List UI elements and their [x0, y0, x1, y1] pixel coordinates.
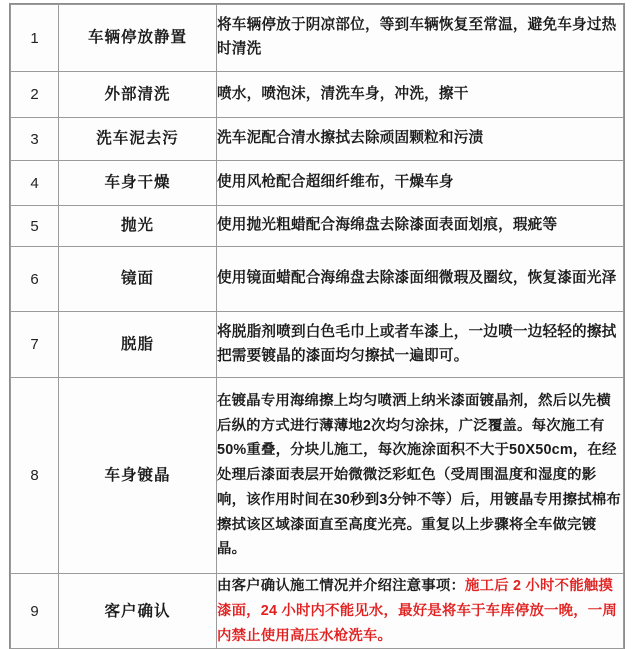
- row-detail: 喷水，喷泡沫，清洗车身，冲洗，擦干: [217, 72, 624, 118]
- row-index: 2: [11, 72, 59, 118]
- table-row: [11, 378, 624, 574]
- table-row: [11, 247, 624, 312]
- table-row: [11, 118, 624, 161]
- procedure-table: [10, 4, 624, 649]
- row-detail: 使用风枪配合超细纤维布，干燥车身: [217, 161, 624, 206]
- row-detail: 使用镜面蜡配合海绵盘去除漆面细微瑕及圈纹，恢复漆面光泽: [217, 247, 624, 312]
- row-step-name: 洗车泥去污: [59, 118, 217, 161]
- row-detail: 将脱脂剂喷到白色毛巾上或者车漆上，一边喷一边轻轻的擦拭把需要镀晶的漆面均匀擦拭一遍即可。: [217, 312, 624, 378]
- row-detail: [217, 574, 624, 649]
- row-step-name: 车身干燥: [59, 161, 217, 206]
- row-index: 5: [11, 206, 59, 247]
- row-step-name: 车身镀晶: [59, 378, 217, 574]
- row-index: 4: [11, 161, 59, 206]
- row-index: 7: [11, 312, 59, 378]
- table-row: [11, 72, 624, 118]
- row-index: 3: [11, 118, 59, 161]
- table-row: [11, 161, 624, 206]
- row-step-name: 脱脂: [59, 312, 217, 378]
- row-detail: 使用抛光粗蜡配合海绵盘去除漆面表面划痕，瑕疵等: [217, 206, 624, 247]
- row-index: 8: [11, 378, 59, 574]
- table-row: [11, 5, 624, 72]
- row-step-name: 抛光: [59, 206, 217, 247]
- row-index: 1: [11, 5, 59, 72]
- row-step-name: 车辆停放静置: [59, 5, 217, 72]
- table-row: [11, 312, 624, 378]
- table-row: [11, 574, 624, 649]
- row-step-name: 客户确认: [59, 574, 217, 649]
- row-detail-normal: 由客户确认施工情况并介绍注意事项：: [217, 578, 466, 594]
- row-detail: 洗车泥配合清水擦拭去除顽固颗粒和污渍: [217, 118, 624, 161]
- row-detail: 将车辆停放于阴凉部位，等到车辆恢复至常温，避免车身过热时清洗: [217, 5, 624, 72]
- row-detail: 在镀晶专用海绵擦上均匀喷洒上纳米漆面镀晶剂，然后以先横后纵的方式进行薄薄地2次均匀涂抹，广泛覆盖。每次施工有50%重叠，分块儿施工，每次施涂面积不大于50X50cm，在经处理后漆面表层开始微微泛彩虹色（受周围温度和湿度的影响，该作用时间在30秒到3分钟不等）后，用镀晶专用擦拭棉布擦拭该区域漆面直至高度光亮。重复以上步骤将全车做完镀晶。: [217, 378, 624, 574]
- table-row: [11, 206, 624, 247]
- row-step-name: 外部清洗: [59, 72, 217, 118]
- row-detail-warning: 施工后 2 小时不能触摸漆面，24 小时内不能见水，最好是将车于车库停放一晚，一周内禁止使用高压水枪洗车。: [217, 578, 617, 644]
- table-body: [11, 5, 624, 649]
- row-step-name: 镜面: [59, 247, 217, 312]
- row-index: 6: [11, 247, 59, 312]
- row-index: 9: [11, 574, 59, 649]
